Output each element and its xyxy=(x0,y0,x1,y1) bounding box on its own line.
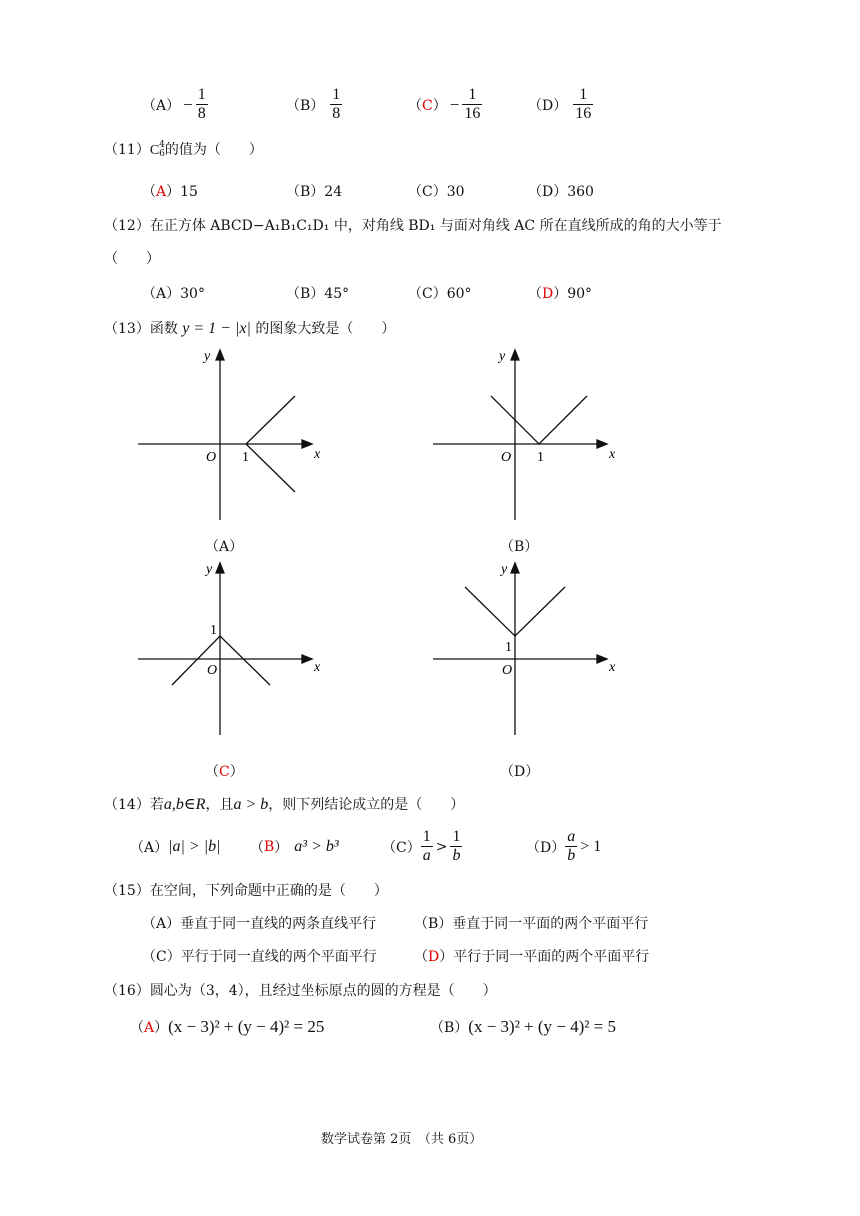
q14-option-d: （D） $\frac{a}{b}$ > 1 xyxy=(526,828,602,864)
q11-stem: （11）C 4 6 的值为（ ） xyxy=(104,140,263,159)
q10-option-d: （D） $\frac{1}{16}$ xyxy=(528,86,592,122)
graph-d-caption: （D） xyxy=(500,764,540,780)
q10-option-a: （A） − $\frac{1}{8}$ xyxy=(142,86,206,122)
graph-b-x-label: x xyxy=(609,447,616,462)
q11-option-c: （C）30 xyxy=(408,184,465,200)
q15-option-c: （C）平行于同一直线的两个平面平行 xyxy=(142,949,377,965)
q11-option-a: （A）15 xyxy=(142,184,198,200)
q12-option-b: （B）45° xyxy=(286,286,350,302)
graph-a xyxy=(130,340,340,530)
q15-option-b: （B）垂直于同一平面的两个平面平行 xyxy=(414,916,649,932)
q14-option-c: （C） $\frac{1}{a}$ > $\frac{1}{b}$ xyxy=(382,828,461,864)
graph-c-one: 1 xyxy=(210,623,217,638)
graph-a-one: 1 xyxy=(242,450,249,465)
q14-option-a: （A） |a| > |b| xyxy=(130,838,221,856)
q14-option-b: （ B ） a³ > b³ xyxy=(250,838,339,856)
q16-option-b: （B）(x − 3)² + (y − 4)² = 5 xyxy=(430,1017,616,1036)
graph-b-caption: （B） xyxy=(500,539,539,555)
graph-d-one: 1 xyxy=(505,640,512,655)
q10-option-b: （B） $\frac{1}{8}$ xyxy=(286,86,341,122)
q13-stem: （13）函数 y = 1 − |x| 的图象大致是（ ） xyxy=(104,320,396,337)
graph-a-y-label: y xyxy=(204,349,211,364)
graph-d xyxy=(425,553,635,743)
graph-d-y-label: y xyxy=(501,562,508,577)
graph-b-y-label: y xyxy=(499,349,506,364)
graph-a-origin: O xyxy=(206,450,217,465)
q16-stem: （16）圆心为（3，4），且经过坐标原点的圆的方程是（ ） xyxy=(104,983,497,999)
graph-c-origin: O xyxy=(207,663,218,678)
graph-b-origin: O xyxy=(501,450,512,465)
graph-b xyxy=(425,340,635,530)
q11-option-d: （D）360 xyxy=(528,184,594,200)
graph-a-x-label: x xyxy=(314,447,321,462)
q10-option-c: （C） − $\frac{1}{16}$ xyxy=(408,86,481,122)
q12-option-a: （A）30° xyxy=(142,286,205,302)
graph-d-x-label: x xyxy=(609,660,616,675)
graph-c-caption: （C） xyxy=(205,764,244,780)
graph-c-x-label: x xyxy=(314,660,321,675)
q16-option-a: （A）(x − 3)² + (y − 4)² = 25 xyxy=(130,1017,325,1036)
graph-b-one: 1 xyxy=(537,450,544,465)
q15-stem: （15）在空间，下列命题中正确的是（ ） xyxy=(104,883,388,899)
graph-c xyxy=(130,553,340,743)
graph-a-caption: （A） xyxy=(205,539,244,555)
q14-options xyxy=(130,826,770,876)
graph-d-origin: O xyxy=(502,663,513,678)
q15-option-a: （A）垂直于同一直线的两条直线平行 xyxy=(142,916,377,932)
page-footer: 数学试卷第 2页 （共 6页） xyxy=(321,1132,483,1147)
q12-option-d: （D）90° xyxy=(528,286,593,302)
q14-stem: （14）若a,b∈R，且a > b，则下列结论成立的是（ ） xyxy=(104,796,465,813)
q12-stem-line1: （12）在正方体 ABCD−A₁B₁C₁D₁ 中，对角线 BD₁ 与面对角线 AC 所在直线所成的角的大小等于 xyxy=(104,218,722,234)
q12-stem-line2: （ ） xyxy=(104,251,160,267)
q15-option-d: （D）平行于同一平面的两个平面平行 xyxy=(414,949,650,965)
graph-c-y-label: y xyxy=(206,562,213,577)
q11-option-b: （B）24 xyxy=(286,184,343,200)
q12-option-c: （C）60° xyxy=(408,286,472,302)
